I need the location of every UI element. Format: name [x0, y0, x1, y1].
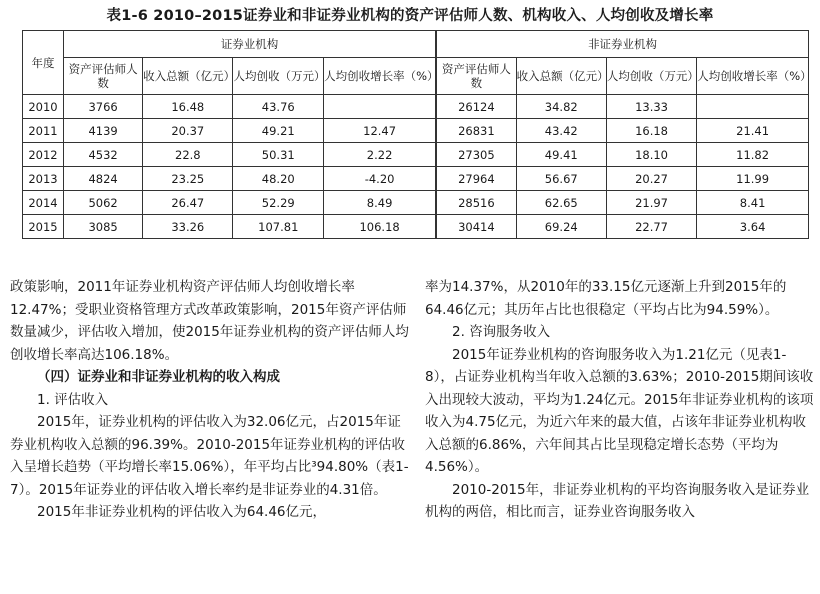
- table-cell: 18.10: [606, 143, 696, 167]
- column-header: 人均创收增长率（%）: [697, 58, 809, 95]
- table-row: [23, 95, 809, 119]
- table-cell: 3.64: [697, 215, 809, 239]
- paragraph: 2010-2015年，非证券业机构的平均咨询服务收入是证券业机构的两倍，相比而言，证券业咨询服务收入: [425, 481, 810, 520]
- table-cell: 49.21: [233, 119, 324, 143]
- left-text-column: [10, 276, 413, 524]
- table-cell: [324, 95, 437, 119]
- table-cell: -4.20: [324, 167, 437, 191]
- table-cell: 34.82: [516, 95, 606, 119]
- column-header: 资产评估师人数: [64, 58, 143, 95]
- table-cell: 5062: [64, 191, 143, 215]
- column-header: 资产评估师人数: [436, 58, 516, 95]
- paragraph: 政策影响，2011年证券业机构资产评估师人均创收增长率12.47%；受职业资格管理方式改革政策影响，2015年资产评估师数量减少，评估收入增加，使2015年证券业机构的资产评估师人均创收增长率高达106.18%。: [10, 279, 409, 363]
- table-cell: 16.48: [143, 95, 233, 119]
- table-column-header-row: [23, 58, 809, 95]
- table-caption: 表1-6 2010–2015证券业和非证券业机构的资产评估师人数、机构收入、人均创收及增长率: [106, 8, 714, 24]
- table-cell: 22.8: [143, 143, 233, 167]
- right-text-column: [425, 276, 815, 524]
- table-cell: 69.24: [516, 215, 606, 239]
- table-cell: 27305: [436, 143, 516, 167]
- paragraph: 率为14.37%，从2010年的33.15亿元逐渐上升到2015年的64.46亿元；其历年占比也很稳定（平均占比为94.59%）。: [425, 279, 787, 318]
- group-header-securities: 证券业机构: [64, 31, 437, 58]
- section-heading: （四）证券业和非证券业机构的收入构成: [37, 369, 280, 385]
- table-cell: 23.25: [143, 167, 233, 191]
- table-cell: 106.18: [324, 215, 437, 239]
- table-cell: 27964: [436, 167, 516, 191]
- paragraph: 2015年非证券业机构的评估收入为64.46亿元，: [37, 504, 327, 520]
- data-table: [22, 30, 812, 239]
- paragraph: 2015年证券业机构的咨询服务收入为1.21亿元（见表1-8），占证券业机构当年收入总额的3.63%；2010-2015期间该收入出现较大波动，平均为1.24亿元。2015年非证券业机构的该项收入为4.75亿元，为近六年来的最大值，占该年非证券业机构收入总额的6.86%，六年间其占比呈现稳定增长态势（平均为4.56%）。: [425, 346, 814, 475]
- table-cell: 8.49: [324, 191, 437, 215]
- table-cell: 26831: [436, 119, 516, 143]
- table-row: [23, 191, 809, 215]
- table-cell: 21.97: [606, 191, 696, 215]
- table-cell: 107.81: [233, 215, 324, 239]
- table-cell: 52.29: [233, 191, 324, 215]
- table-cell: 50.31: [233, 143, 324, 167]
- column-header: 人均创收增长率（%）: [324, 58, 437, 95]
- table-cell: 43.42: [516, 119, 606, 143]
- table-cell: 48.20: [233, 167, 324, 191]
- table-cell: 2.22: [324, 143, 437, 167]
- table-cell: 26124: [436, 95, 516, 119]
- table-cell: 4824: [64, 167, 143, 191]
- year-cell: 2012: [23, 143, 64, 167]
- table-cell: 28516: [436, 191, 516, 215]
- table-cell: 22.77: [606, 215, 696, 239]
- group-header-non-securities: 非证券业机构: [436, 31, 808, 58]
- table-cell: 3085: [64, 215, 143, 239]
- table-row: [23, 119, 809, 143]
- column-header: 人均创收（万元）: [233, 58, 324, 95]
- table-cell: 8.41: [697, 191, 809, 215]
- table-cell: 20.37: [143, 119, 233, 143]
- year-cell: 2014: [23, 191, 64, 215]
- table-cell: 4532: [64, 143, 143, 167]
- table-cell: 16.18: [606, 119, 696, 143]
- column-header: 收入总额（亿元）: [516, 58, 606, 95]
- table-cell: 11.99: [697, 167, 809, 191]
- table-cell: 13.33: [606, 95, 696, 119]
- subheading: 2. 咨询服务收入: [452, 324, 551, 340]
- table-cell: 43.76: [233, 95, 324, 119]
- table-cell: 4139: [64, 119, 143, 143]
- table-cell: 12.47: [324, 119, 437, 143]
- year-cell: 2013: [23, 167, 64, 191]
- table-cell: 56.67: [516, 167, 606, 191]
- table-cell: 20.27: [606, 167, 696, 191]
- table-row: [23, 167, 809, 191]
- table-group-header-row: [23, 31, 809, 58]
- table-cell: 30414: [436, 215, 516, 239]
- column-header: 收入总额（亿元）: [143, 58, 233, 95]
- table-cell: 62.65: [516, 191, 606, 215]
- subheading: 1. 评估收入: [37, 391, 109, 408]
- table-row: [23, 143, 809, 167]
- table-cell: 33.26: [143, 215, 233, 239]
- table-cell: 21.41: [697, 119, 809, 143]
- paragraph: 2015年，证券业机构的评估收入为32.06亿元，占2015年证券业机构收入总额的96.39%。2010-2015年证券业机构的评估收入呈增长趋势（平均增长率15.06%），年平均占比³94.80%（表1-7）。2015年证券业的评估收入增长率约是非证券业的4.31倍。: [10, 414, 409, 498]
- column-header: 人均创收（万元）: [606, 58, 696, 95]
- year-cell: 2015: [23, 215, 64, 239]
- table-body: [23, 95, 809, 239]
- table-cell: [697, 95, 809, 119]
- table-cell: 11.82: [697, 143, 809, 167]
- table-cell: 3766: [64, 95, 143, 119]
- table-cell: 49.41: [516, 143, 606, 167]
- table-cell: 26.47: [143, 191, 233, 215]
- year-header: 年度: [23, 31, 64, 95]
- table-row: [23, 215, 809, 239]
- year-cell: 2011: [23, 119, 64, 143]
- year-cell: 2010: [23, 95, 64, 119]
